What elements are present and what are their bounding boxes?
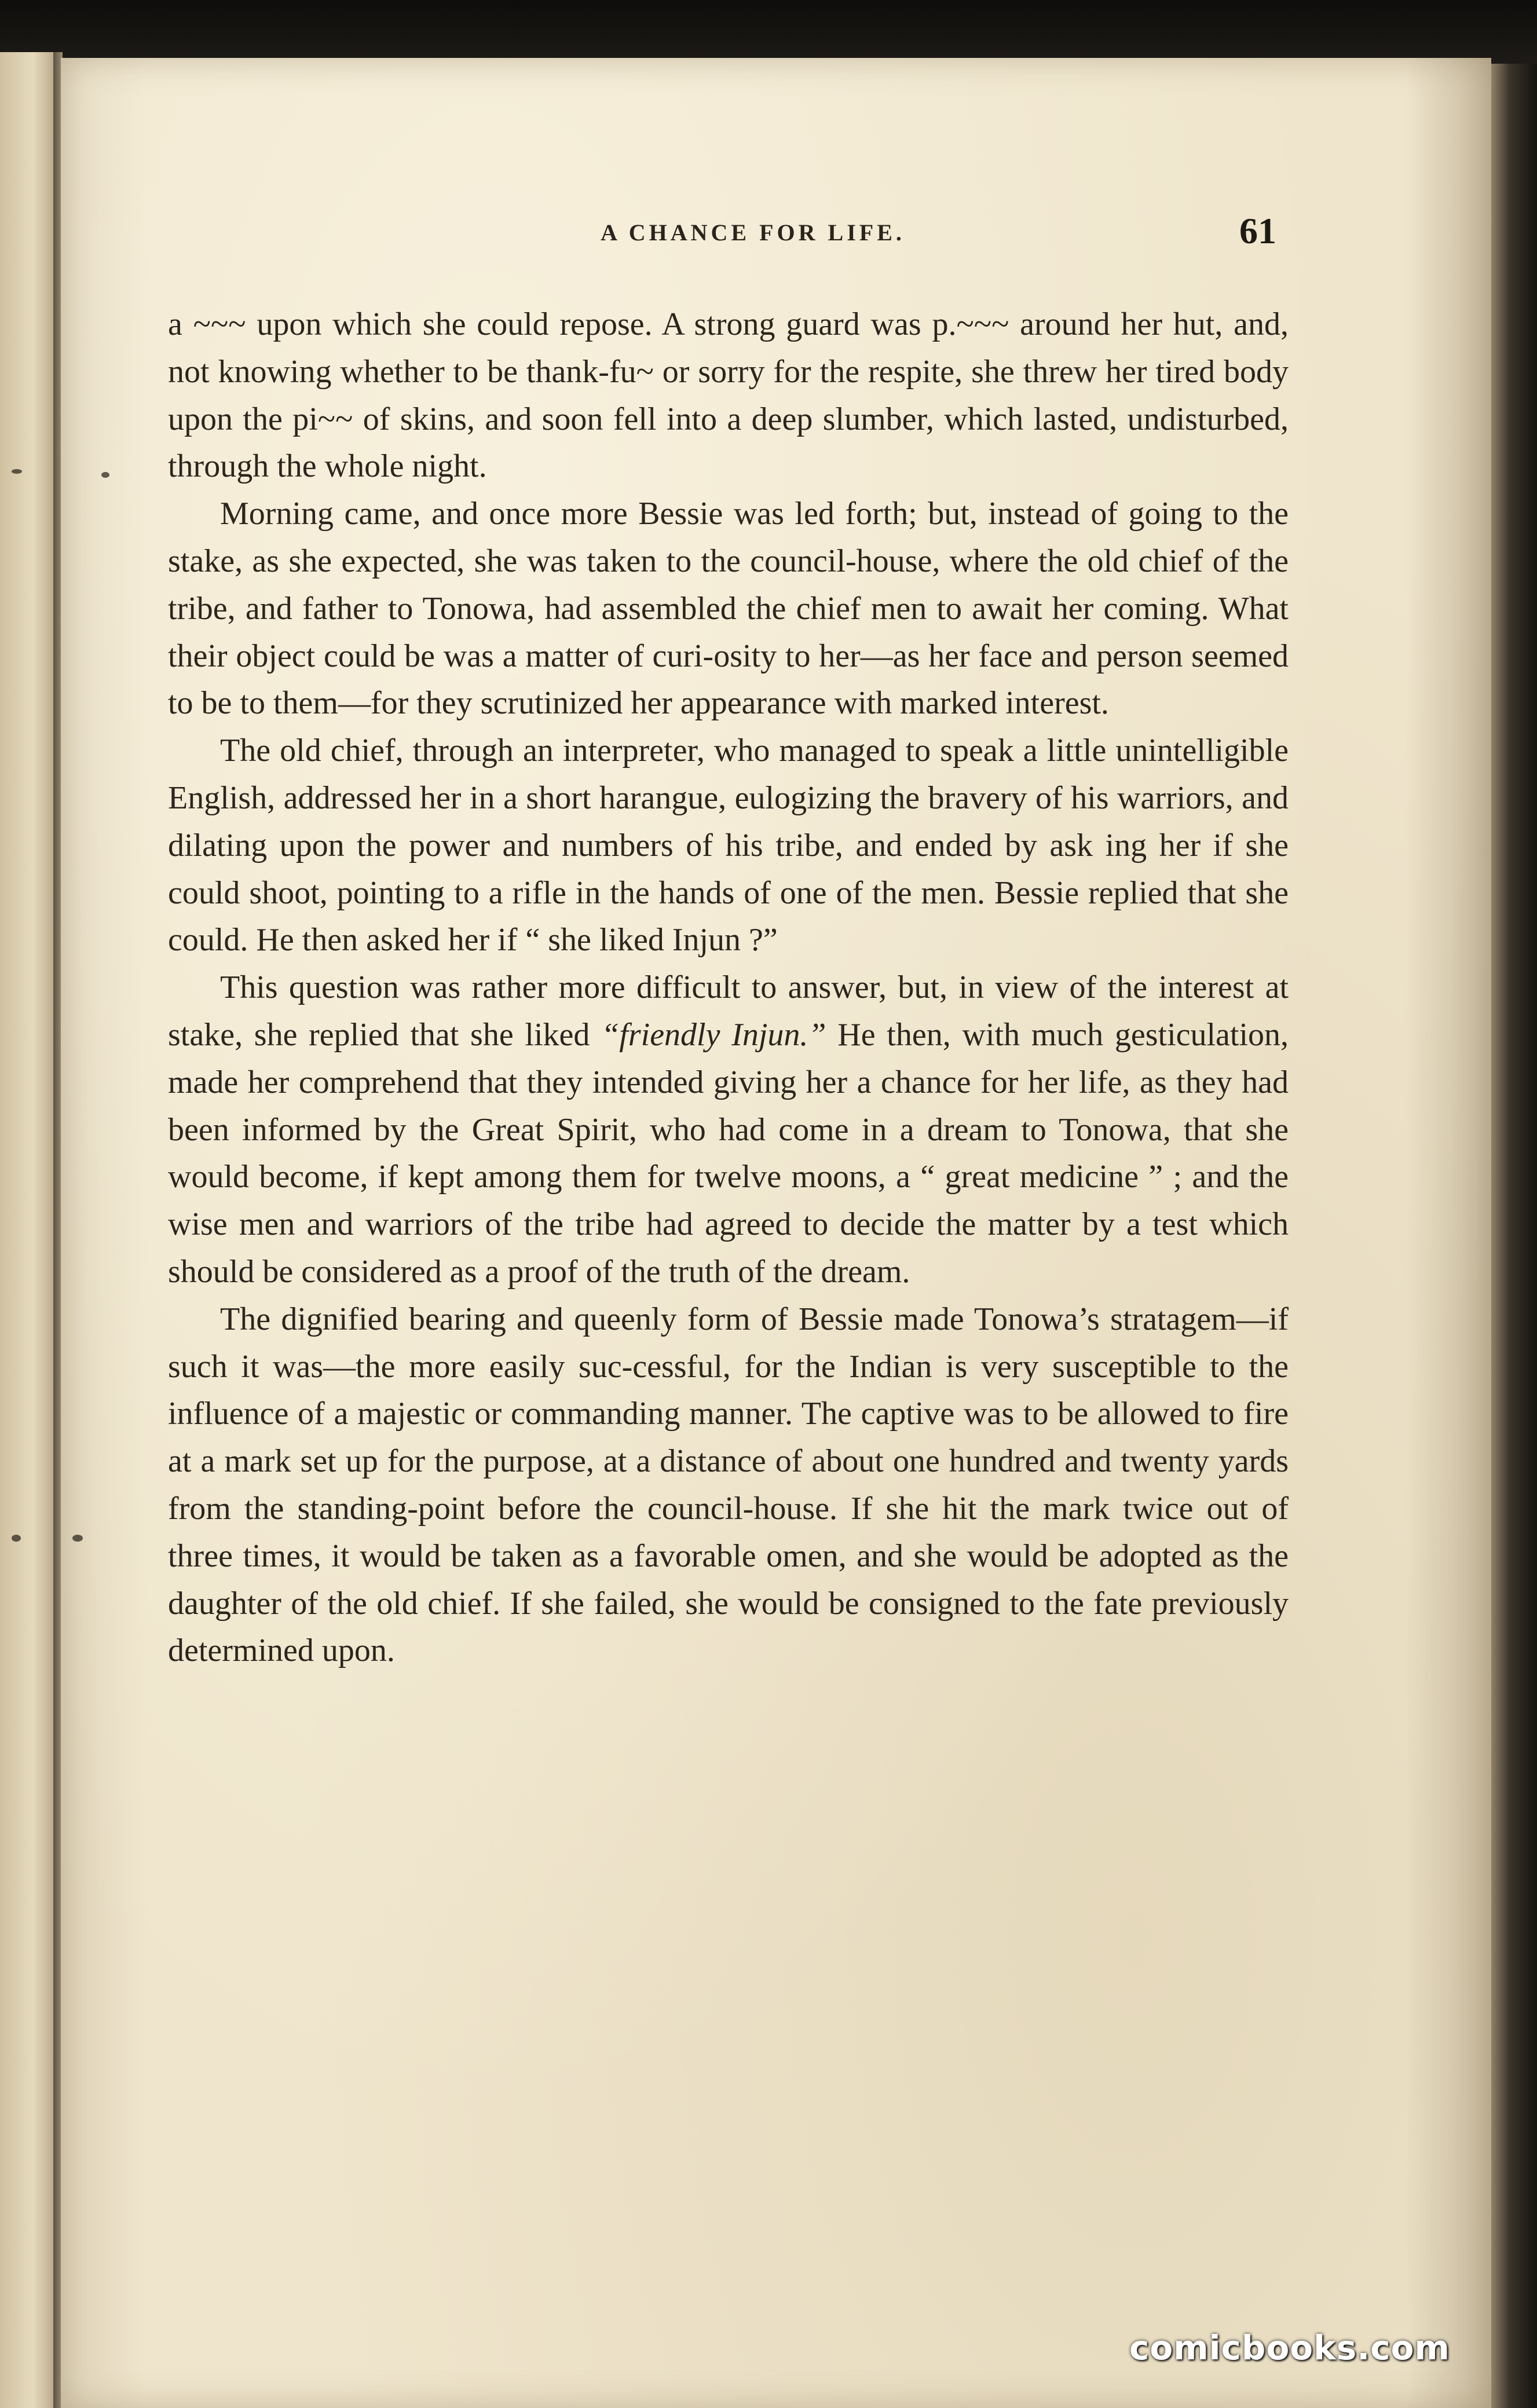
paragraph-1: a ~~~ upon which she could repose. A strong guard was p.~~~ around her hut, and, not knowing whether to be thank-fu~ or sorry for the respite, she threw her tired body upon the pi~~ of skins, and soon fell into a deep slumber, which lasted, undisturbed, through the whole night. [168,306,1289,485]
page-stack-edge [1491,64,1537,2408]
running-head: A CHANCE FOR LIFE. [601,219,905,246]
margin-smudge [12,469,22,474]
margin-smudge [72,1535,83,1542]
margin-smudge [12,1535,21,1542]
paragraph-4-continued: He then, with much gesticulation, made her comprehend that they intended giving her a chance for her life, as they had been informed by the Great Spirit, who had come in a dream to Tonowa, that she would become, if kept among them for twelve moons, a “ great medicine ” ; and the wise men and warriors of the tribe had agreed to decide the matter by a test which should be considered as a proof of the truth of the dream. [168,1016,1289,1290]
paragraph-5: The dignified bearing and queenly form of Bessie made Tonowa’s stratagem—if such it was—the more easily suc-cessful, for the Indian is very susceptible to the influence of a majestic or commanding manner. The captive was to be allowed to fire at a mark set up for the purpose, at a distance of about one hundred and twenty yards from the standing-point before the council-house. If she hit the mark twice out of three times, it would be taken as a favorable omen, and she would be adopted as the daughter of the old chief. If she failed, she would be consigned to the fate previously determined upon. [168,1301,1289,1669]
paragraph-2: Morning came, and once more Bessie was led forth; but, instead of going to the stake, as she expected, she was taken to the council-house, where the old chief of the tribe, and father to Tonowa, had assembled the chief men to await her coming. What their object could be was a matter of curi-osity to her—as her face and person seemed to be to them—for they scrutinized her appearance with marked interest. [168,496,1289,722]
paragraph-4 [168,964,1289,1296]
paragraph-3: The old chief, through an interpreter, who managed to speak a little unintelligible English, addressed her in a short harangue, eulogizing the bravery of his warriors, and dilating upon the power and numbers of his tribe, and ended by ask ing her if she could shoot, pointing to a rifle in the hands of one of the men. Bessie replied that she could. He then asked her if “ she liked Injun ?” [168,733,1289,958]
body-text [168,301,1289,1675]
margin-smudge [101,472,109,478]
page-number: 61 [1239,210,1276,251]
italic-phrase: “friendly Injun.” [601,1016,826,1053]
watermark-logo: comicbooks.com [1129,2328,1450,2367]
facing-page-edge [0,52,55,2408]
paragraph-4-text: This question was rather more difficult to answer, but, in view of the interest at stake, she replied that she liked [168,969,1289,1053]
